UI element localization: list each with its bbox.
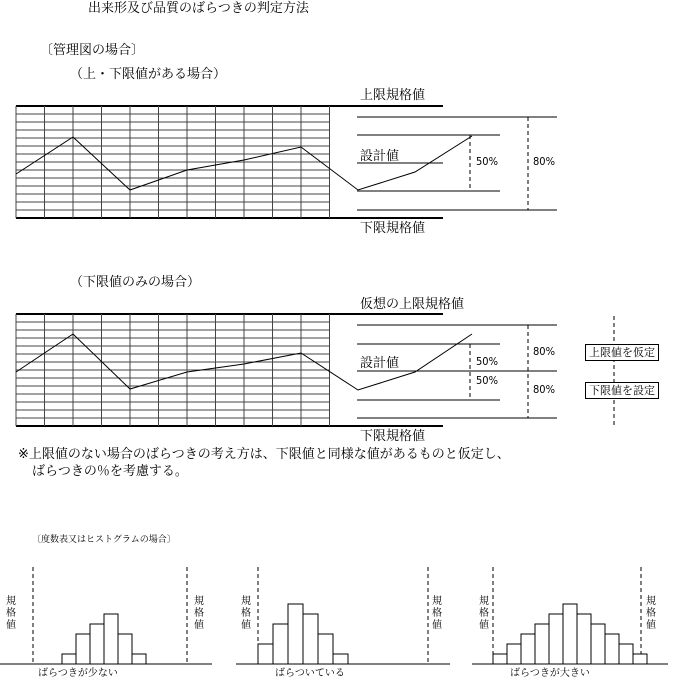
histogram-bar: [577, 614, 591, 664]
hist2-left-spec-label: 規 格 値: [241, 596, 251, 631]
case1-pct-outer: 80%: [533, 155, 555, 168]
hist2-right-spec-label: 規 格 値: [432, 596, 442, 631]
case1-upper-spec-label: 上限規格値: [360, 88, 426, 103]
page-title: 出来形及び品質のばらつきの判定方法: [88, 1, 309, 16]
histogram-bar: [521, 634, 535, 664]
control-chart-heading: 〔管理図の場合〕: [40, 43, 145, 58]
histogram-bar: [104, 614, 118, 664]
case1-design-label: 設計値: [360, 149, 400, 164]
hist3-right-spec-label: 規 格 値: [646, 596, 656, 631]
hist2-caption: ばらついている: [275, 668, 345, 679]
histogram-bar: [563, 604, 577, 664]
histogram-bar: [288, 604, 303, 664]
case1-lower-spec-label: 下限規格値: [360, 221, 426, 236]
histogram-bar: [493, 654, 507, 664]
histogram-bar: [303, 614, 318, 664]
histogram-bar: [118, 634, 132, 664]
histogram-bar: [76, 634, 90, 664]
case1-pct-inner: 50%: [476, 155, 498, 168]
histogram-bar: [549, 614, 563, 664]
assume-upper-box: 上限値を仮定: [585, 344, 659, 361]
case2-lower-spec-label: 下限規格値: [360, 429, 426, 444]
control-chart-lower-only: [16, 314, 614, 426]
hist3-caption: ばらつきが大きい: [510, 668, 590, 679]
note-line1: ※上限値のない場合のばらつきの考え方は、下限値と同様な値があるものと仮定し、: [18, 447, 510, 462]
case2-pct-outer-bottom: 80%: [533, 383, 555, 396]
hist1-caption: ばらつきが少ない: [38, 668, 118, 679]
histogram-bar: [132, 654, 146, 664]
hist1-right-spec-label: 規 格 値: [194, 596, 204, 631]
histogram-bar: [62, 654, 76, 664]
hist1-left-spec-label: 規 格 値: [6, 596, 16, 631]
note-line2: ばらつきの％を考慮する。: [32, 464, 188, 479]
case2-pct-inner-top: 50%: [476, 355, 498, 368]
histogram-bar: [258, 644, 273, 664]
histogram-figures: [0, 567, 668, 664]
case2-pct-inner-bottom: 50%: [476, 374, 498, 387]
histogram-bar: [535, 624, 549, 664]
histogram-bar: [633, 654, 647, 664]
histogram-bar: [333, 654, 348, 664]
case2-design-label: 設計値: [360, 356, 400, 371]
histogram-bar: [90, 624, 104, 664]
case2-upper-spec-label: 仮想の上限規格値: [360, 297, 465, 312]
case1-heading: （上・下限値がある場合）: [70, 67, 227, 82]
histogram-bar: [591, 624, 605, 664]
histogram-bar: [318, 634, 333, 664]
histogram-bar: [605, 634, 619, 664]
set-lower-box: 下限値を設定: [585, 382, 659, 399]
case2-heading: （下限値のみの場合）: [70, 275, 201, 290]
histogram-heading: 〔度数表又はヒストグラムの場合〕: [32, 535, 176, 545]
histogram-bar: [619, 644, 633, 664]
histogram-bar: [273, 624, 288, 664]
case2-pct-outer-top: 80%: [533, 345, 555, 358]
histogram-bar: [507, 644, 521, 664]
hist3-left-spec-label: 規 格 値: [479, 596, 489, 631]
